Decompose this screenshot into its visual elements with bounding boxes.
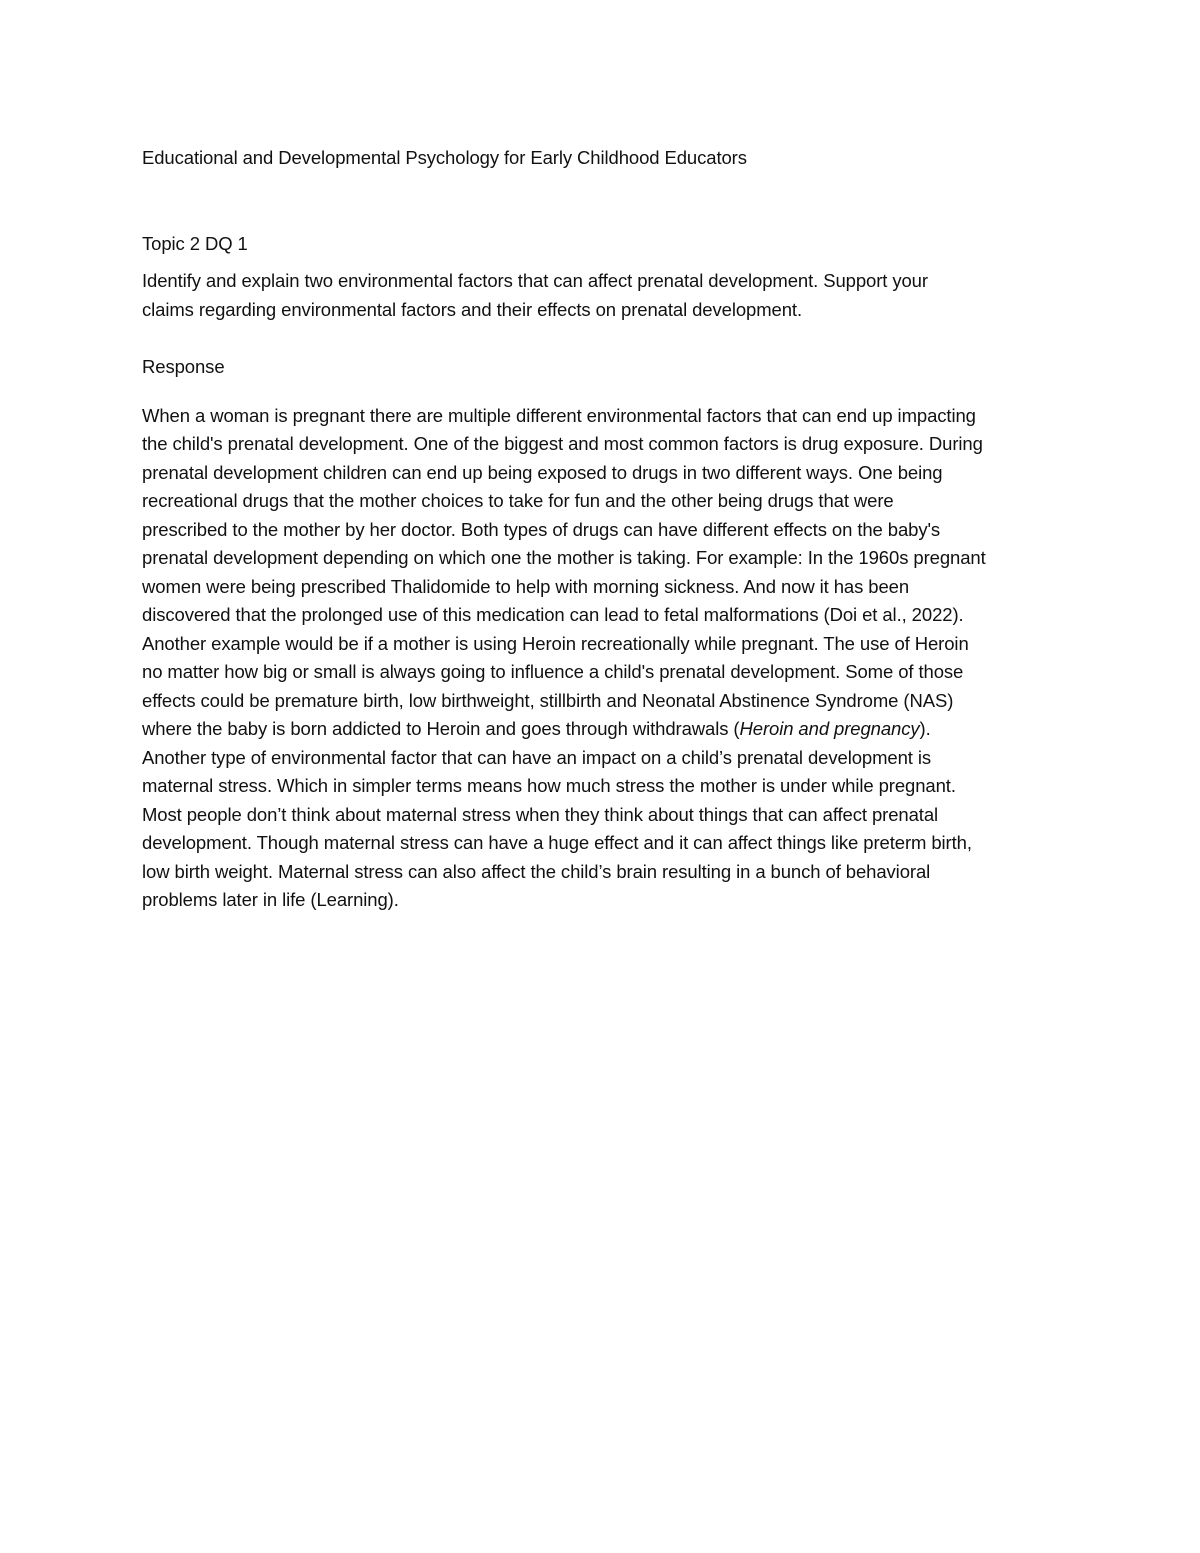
response-text: where the baby is born addicted to Heroin and goes through withdrawals ( [142, 718, 740, 739]
response-line: women were being prescribed Thalidomide to help with morning sickness. And now it has been [142, 575, 910, 597]
response-line: recreational drugs that the mother choices to take for fun and the other being drugs that were [142, 490, 894, 511]
response-line: When a woman is pregnant there are multiple different environmental factors that can end up impacting [142, 404, 976, 426]
document-body [142, 144, 1062, 915]
response-line: Another type of environmental factor that can have an impact on a child’s prenatal development is [142, 746, 932, 768]
spacer [142, 173, 1062, 230]
response-text: ). [919, 718, 931, 739]
response-paragraph [142, 402, 1062, 915]
response-line: maternal stress. Which in simpler terms means how much stress the mother is under while pregnant. [142, 775, 956, 796]
response-line: Another example would be if a mother is using Heroin recreationally while pregnant. The use of Heroin [142, 632, 969, 654]
response-line: development. Though maternal stress can have a huge effect and it can affect things like preterm birth, [142, 832, 972, 853]
prompt-line: claims regarding environmental factors and their effects on prenatal development. [142, 298, 802, 320]
topic-heading: Topic 2 DQ 1 [142, 232, 248, 254]
spacer [142, 324, 1062, 353]
citation-title: Heroin and pregnancy [739, 718, 920, 739]
response-heading: Response [142, 356, 225, 377]
response-line: the child's prenatal development. One of the biggest and most common factors is drug exposure. During [142, 433, 983, 454]
spacer [142, 258, 1062, 267]
response-line: Most people don’t think about maternal stress when they think about things that can affect prenatal [142, 803, 939, 825]
response-line-with-citation [142, 715, 1062, 744]
response-line: discovered that the prolonged use of this medication can lead to fetal malformations (Doi et al., 2022). [142, 604, 964, 625]
response-line: problems later in life (Learning). [142, 889, 399, 910]
response-line: prenatal development children can end up being exposed to drugs in two different ways. One being [142, 461, 943, 483]
prompt-paragraph [142, 267, 1062, 324]
document-title: Educational and Developmental Psychology for Early Childhood Educators [142, 147, 747, 168]
prompt-line: Identify and explain two environmental factors that can affect prenatal development. Support your [142, 270, 928, 291]
response-line: prescribed to the mother by her doctor. Both types of drugs can have different effects on the baby's [142, 518, 941, 540]
response-line: no matter how big or small is always going to influence a child's prenatal development. Some of those [142, 661, 964, 682]
response-line: low birth weight. Maternal stress can also affect the child’s brain resulting in a bunch of behavioral [142, 860, 931, 882]
response-line: prenatal development depending on which one the mother is taking. For example: In the 1960s pregnant [142, 547, 986, 568]
response-line: effects could be premature birth, low birthweight, stillbirth and Neonatal Abstinence Syndrome (NAS) [142, 689, 954, 711]
spacer [142, 382, 1062, 402]
